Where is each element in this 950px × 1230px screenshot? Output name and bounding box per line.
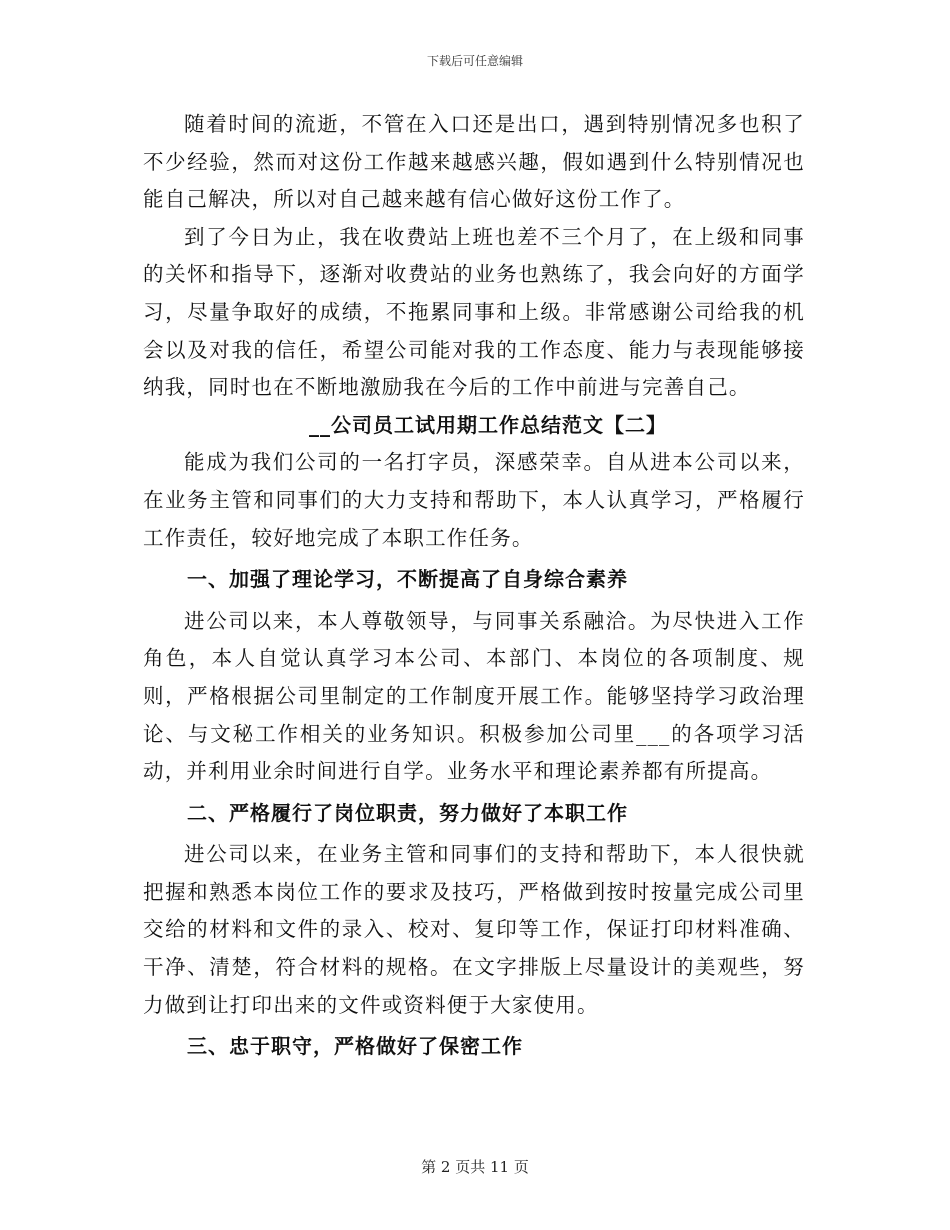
document-body (143, 106, 805, 1066)
page-footer: 第 2 页共 11 页 (421, 1158, 529, 1176)
page-header: 下载后可任意编辑 (426, 54, 523, 68)
paragraph: 能成为我们公司的一名打字员，深感荣幸。自从进本公司以来，在业务主管和同事们的大力支持和帮助下，本人认真学习，严格履行工作责任，较好地完成了本职工作任务。 (143, 450, 805, 550)
paragraph: 进公司以来，本人尊敬领导，与同事关系融洽。为尽快进入工作角色，本人自觉认真学习本公司、本部门、本岗位的各项制度、规则，严格根据公司里制定的工作制度开展工作。能够坚持学习政治理论、与文秘工作相关的业务知识。积极参加公司里___的各项学习活动，并利用业余时间进行自学。业务水平和理论素养都有所提高。 (143, 608, 805, 784)
section-heading: 一、加强了理论学习，不断提高了自身综合素养 (187, 567, 628, 592)
paragraph: 进公司以来，在业务主管和同事们的支持和帮助下，本人很快就把握和熟悉本岗位工作的要求及技巧，严格做到按时按量完成公司里交给的材料和文件的录入、校对、复印等工作，保证打印材料准确、干净、清楚，符合材料的规格。在文字排版上尽量设计的美观些，努力做到让打印出来的文件或资料便于大家使用。 (143, 842, 805, 1017)
section-heading: 三、忠于职守，严格做好了保密工作 (187, 1034, 523, 1059)
paragraph: 随着时间的流逝，不管在入口还是出口，遇到特别情况多也积了不少经验，然而对这份工作越来越感兴趣，假如遇到什么特别情况也能自己解决，所以对自己越来越有信心做好这份工作了。 (143, 112, 805, 212)
section-heading: 二、严格履行了岗位职责，努力做好了本职工作 (187, 800, 628, 825)
document-title: __公司员工试用期工作总结范文【二】 (309, 412, 667, 437)
paragraph: 到了今日为止，我在收费站上班也差不三个月了，在上级和同事的关怀和指导下，逐渐对收费站的业务也熟练了，我会向好的方面学习，尽量争取好的成绩，不拖累同事和上级。非常感谢公司给我的机会以及对我的信任，希望公司能对我的工作态度、能力与表现能够接纳我，同时也在不断地激励我在今后的工作中前进与完善自己。 (143, 224, 805, 400)
